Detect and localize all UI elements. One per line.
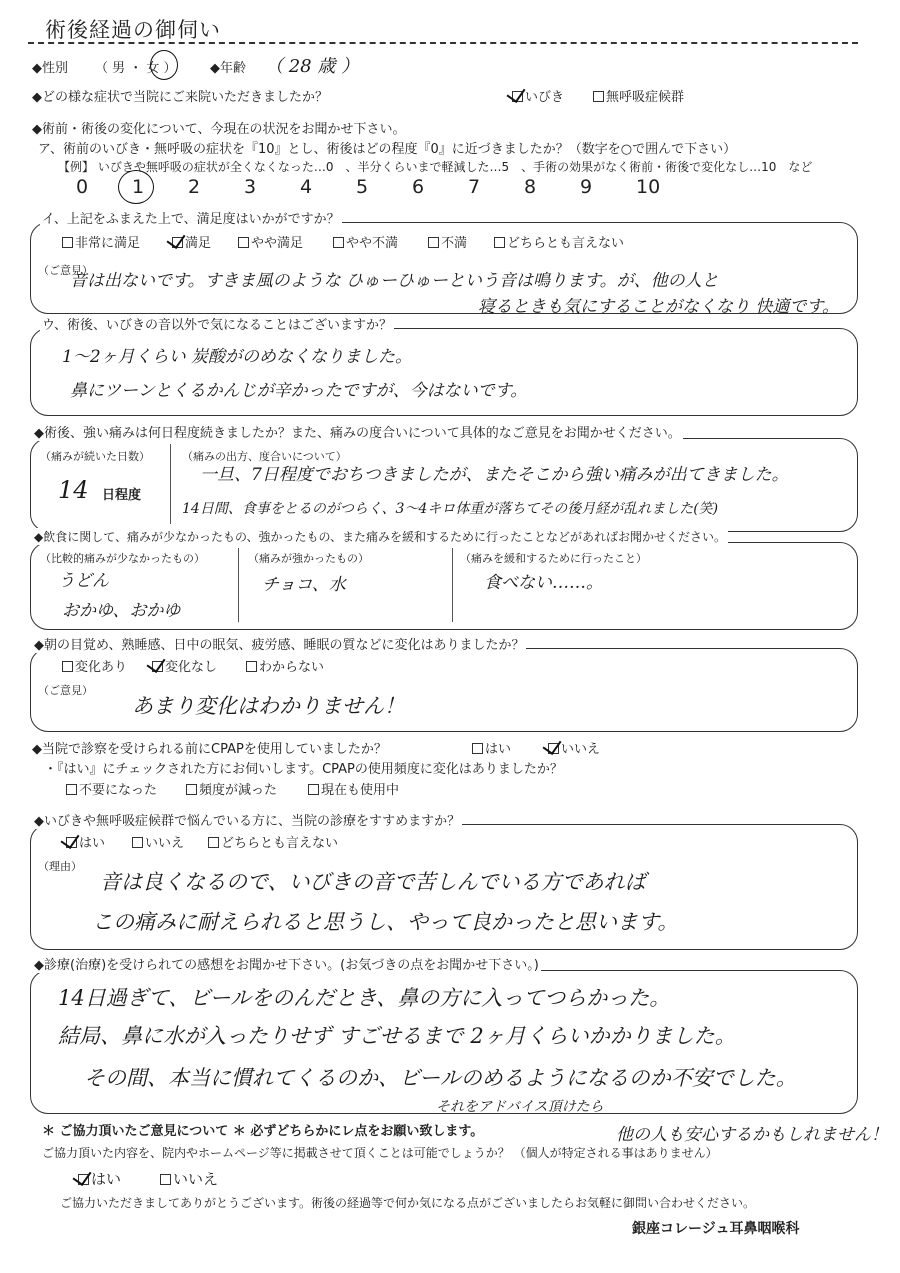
food-col2-label: （痛みが強かったもの） xyxy=(248,552,369,565)
change-question: ◆術前・術後の変化について、今現在の状況をお聞かせ下さい。 xyxy=(32,122,406,137)
scale-9[interactable]: 9 xyxy=(580,176,593,198)
checkbox[interactable] xyxy=(238,237,249,248)
sat-option-neither[interactable]: どちらとも言えない xyxy=(494,232,624,251)
gender-circle-mark xyxy=(150,50,178,80)
scale-5[interactable]: 5 xyxy=(356,176,369,198)
recommend-option-no[interactable]: いいえ xyxy=(132,832,184,851)
age-value: （ 28 歳 ） xyxy=(265,56,360,77)
satisfaction-opinion-label: （ご意見） xyxy=(38,264,93,277)
other-concerns-answer-line2: 鼻にツーンとくるかんじが辛かったですが、今はないです。 xyxy=(70,381,528,401)
satisfaction-answer-line2: 寝るときも気にすることがなくなり 快適です。 xyxy=(478,297,840,317)
change-sub-a: ア、術前のいびき・無呼吸の症状を『10』とし、術後はどの程度『0』に近づきましたか？（数字を○で囲んで下さい） xyxy=(38,142,737,157)
food-divider-2 xyxy=(452,548,453,622)
morning-answer: あまり変化はわかりません！ xyxy=(132,694,405,718)
other-concerns-question: ウ、術後、いびきの音以外で気になることはございますか？ xyxy=(40,314,394,333)
impression-answer-line3: その間、本当に慣れてくるのか、ビールのめるようになるのか不安でした。 xyxy=(84,1066,797,1090)
clinic-name: 銀座コレージュ耳鼻咽喉科 xyxy=(632,1221,800,1237)
checkbox[interactable] xyxy=(62,661,73,672)
gender-label: ◆性別 xyxy=(32,61,68,76)
food-col1-line1: うどん xyxy=(58,571,109,591)
pain-days-unit: 日程度 xyxy=(102,488,142,503)
scale-0[interactable]: 0 xyxy=(76,176,89,198)
title-divider xyxy=(28,42,858,44)
symptom-option-snoring[interactable]: いびき xyxy=(512,86,564,105)
impression-answer-line4: 他の人も安心するかもしれません！ xyxy=(616,1125,888,1145)
impression-answer-insert: それをアドバイス頂けたら xyxy=(436,1099,604,1115)
impression-answer-line1: 14日過ぎて、ビールをのんだとき、鼻の方に入ってつらかった。 xyxy=(58,986,671,1010)
age-label: ◆年齢 xyxy=(210,61,246,76)
sat-option-dissatisfied[interactable]: 不満 xyxy=(428,232,467,251)
pain-answer-line1: 一旦、7日程度でおちつきましたが、またそこから強い痛みが出てきました。 xyxy=(200,465,789,485)
checkbox-checked[interactable] xyxy=(152,661,163,672)
sat-option-somewhat-dissatisfied[interactable]: やや不満 xyxy=(333,232,398,251)
impression-answer-line2: 結局、鼻に水が入ったりせず すごせるまで 2ヶ月くらいかかりました。 xyxy=(58,1024,736,1048)
cpap-followup-question: ・『はい』にチェックされた方にお伺いします。CPAPの使用頻度に変化はありましたか？ xyxy=(44,762,563,777)
food-col1-line2: おかゆ、おかゆ xyxy=(62,601,181,621)
pain-detail-label: （痛みの出方、度合いについて） xyxy=(182,450,347,463)
impression-question: ◆診療(治療)を受けられての感想をお聞かせ下さい。(お気づきの点をお聞かせ下さい。) xyxy=(32,954,541,973)
cpap-option-reduced[interactable]: 頻度が減った xyxy=(186,779,277,798)
scale-circle-mark xyxy=(118,170,154,204)
checkbox[interactable] xyxy=(186,784,197,795)
checkbox-checked[interactable] xyxy=(172,237,183,248)
recommend-answer-line2: この痛みに耐えられると思うし、やって良かったと思います。 xyxy=(92,910,679,934)
satisfaction-question: イ、上記をふまえた上で、満足度はいかがですか？ xyxy=(40,208,342,227)
scale-7[interactable]: 7 xyxy=(468,176,481,198)
thanks-message: ご協力いただきましてありがとうございます。術後の経過等で何か気になる点がございましたらお気軽に御問い合わせください。 xyxy=(60,1196,756,1210)
morning-option-unknown[interactable]: わからない xyxy=(246,656,324,675)
morning-opinion-label: （ご意見） xyxy=(38,684,93,697)
publication-permission-question: ご協力頂いた内容を、院内やホームページ等に掲載させて頂くことは可能でしょうか？ （個人が特定される事はありません） xyxy=(42,1146,718,1160)
publication-option-no[interactable]: いいえ xyxy=(160,1168,218,1189)
checkbox-checked[interactable] xyxy=(66,837,77,848)
recommend-answer-line1: 音は良くなるので、いびきの音で苦しんでいる方であれば xyxy=(100,870,646,894)
scale-3[interactable]: 3 xyxy=(244,176,257,198)
scale-8[interactable]: 8 xyxy=(524,176,537,198)
food-col3-label: （痛みを緩和するために行ったこと） xyxy=(460,552,647,565)
publication-option-yes[interactable]: はい xyxy=(78,1168,121,1189)
gender-value: （ 男 ・ 女 ） xyxy=(95,61,177,76)
pain-answer-line2: 14日間、食事をとるのがつらく、3～4キロ体重が落ちてその後月経が乱れました(笑) xyxy=(182,501,719,517)
symptom-option-apnea[interactable]: 無呼吸症候群 xyxy=(593,86,684,105)
food-col2-value: チョコ、水 xyxy=(262,575,346,595)
pain-days-label: （痛みが続いた日数） xyxy=(40,450,150,463)
food-col3-value: 食べない……。 xyxy=(484,573,603,593)
pain-question: ◆術後、強い痛みは何日程度続きましたか？また、痛みの度合いについて具体的なご意見をお聞かせください。 xyxy=(32,422,683,441)
cpap-option-no[interactable]: いいえ xyxy=(548,738,600,757)
checkbox-checked[interactable] xyxy=(512,91,523,102)
pain-days-value: 14 xyxy=(58,476,89,504)
checkbox[interactable] xyxy=(132,837,143,848)
checkbox[interactable] xyxy=(333,237,344,248)
checkbox[interactable] xyxy=(472,743,483,754)
checkbox-checked[interactable] xyxy=(78,1174,89,1185)
scale-2[interactable]: 2 xyxy=(188,176,201,198)
recommend-reason-label: （理由） xyxy=(38,860,82,873)
cpap-option-still-using[interactable]: 現在も使用中 xyxy=(308,779,399,798)
food-col1-label: （比較的痛みが少なかったもの） xyxy=(40,552,205,565)
scale-6[interactable]: 6 xyxy=(412,176,425,198)
pain-column-divider xyxy=(170,444,171,524)
page-title: 術後経過の御伺い xyxy=(45,18,221,42)
scale-1[interactable]: 1 xyxy=(132,176,145,198)
checkbox[interactable] xyxy=(208,837,219,848)
sat-option-satisfied[interactable]: 満足 xyxy=(172,232,211,251)
checkbox[interactable] xyxy=(593,91,604,102)
cpap-option-unneeded[interactable]: 不要になった xyxy=(66,779,157,798)
scale-10[interactable]: 10 xyxy=(636,176,661,198)
checkbox-checked[interactable] xyxy=(548,743,559,754)
food-divider-1 xyxy=(238,548,239,622)
morning-option-no-change[interactable]: 変化なし xyxy=(152,656,217,675)
checkbox[interactable] xyxy=(160,1174,171,1185)
other-concerns-answer-line1: 1～2ヶ月くらい 炭酸がのめなくなりました。 xyxy=(62,347,413,367)
food-question: ◆飲食に関して、痛みが少なかったもの、強かったもの、また痛みを緩和するために行ったことなどがあればお聞かせください。 xyxy=(34,530,727,544)
cpap-option-yes[interactable]: はい xyxy=(472,738,511,757)
morning-question: ◆朝の目覚め、熟睡感、日中の眠気、疲労感、睡眠の質などに変化はありましたか？ xyxy=(32,634,526,653)
checkbox[interactable] xyxy=(494,237,505,248)
sat-option-somewhat-satisfied[interactable]: やや満足 xyxy=(238,232,303,251)
recommend-option-yes[interactable]: はい xyxy=(66,832,105,851)
recommend-question: ◆いびきや無呼吸症候群で悩んでいる方に、当院の診療をすすめますか？ xyxy=(32,810,462,829)
symptom-question: ◆どの様な症状で当院にご来院いただきましたか？ xyxy=(32,90,328,105)
checkbox[interactable] xyxy=(66,784,77,795)
morning-option-changed[interactable]: 変化あり xyxy=(62,656,127,675)
checkbox[interactable] xyxy=(62,237,73,248)
checkbox[interactable] xyxy=(428,237,439,248)
change-example: 【例】 いびきや無呼吸の症状が全くなくなった…0 、半分くらいまで軽減した…5 、手術の効果がなく術前・術後で変化なし…10 など xyxy=(58,160,813,174)
recommend-option-neither[interactable]: どちらとも言えない xyxy=(208,832,338,851)
sat-option-very-satisfied[interactable]: 非常に満足 xyxy=(62,232,140,251)
checkbox[interactable] xyxy=(308,784,319,795)
satisfaction-answer-line1: 音は出ないです。すきま風のような ひゅーひゅーという音は鳴ります。が、他の人と xyxy=(70,271,719,291)
cpap-question: ◆当院で診察を受けられる前にCPAPを使用していましたか？ xyxy=(32,742,387,757)
scale-4[interactable]: 4 xyxy=(300,176,313,198)
checkbox[interactable] xyxy=(246,661,257,672)
publication-notice: ＊ ご協力頂いたご意見について ＊ 必ずどちらかにレ点をお願い致します。 xyxy=(42,1124,484,1139)
